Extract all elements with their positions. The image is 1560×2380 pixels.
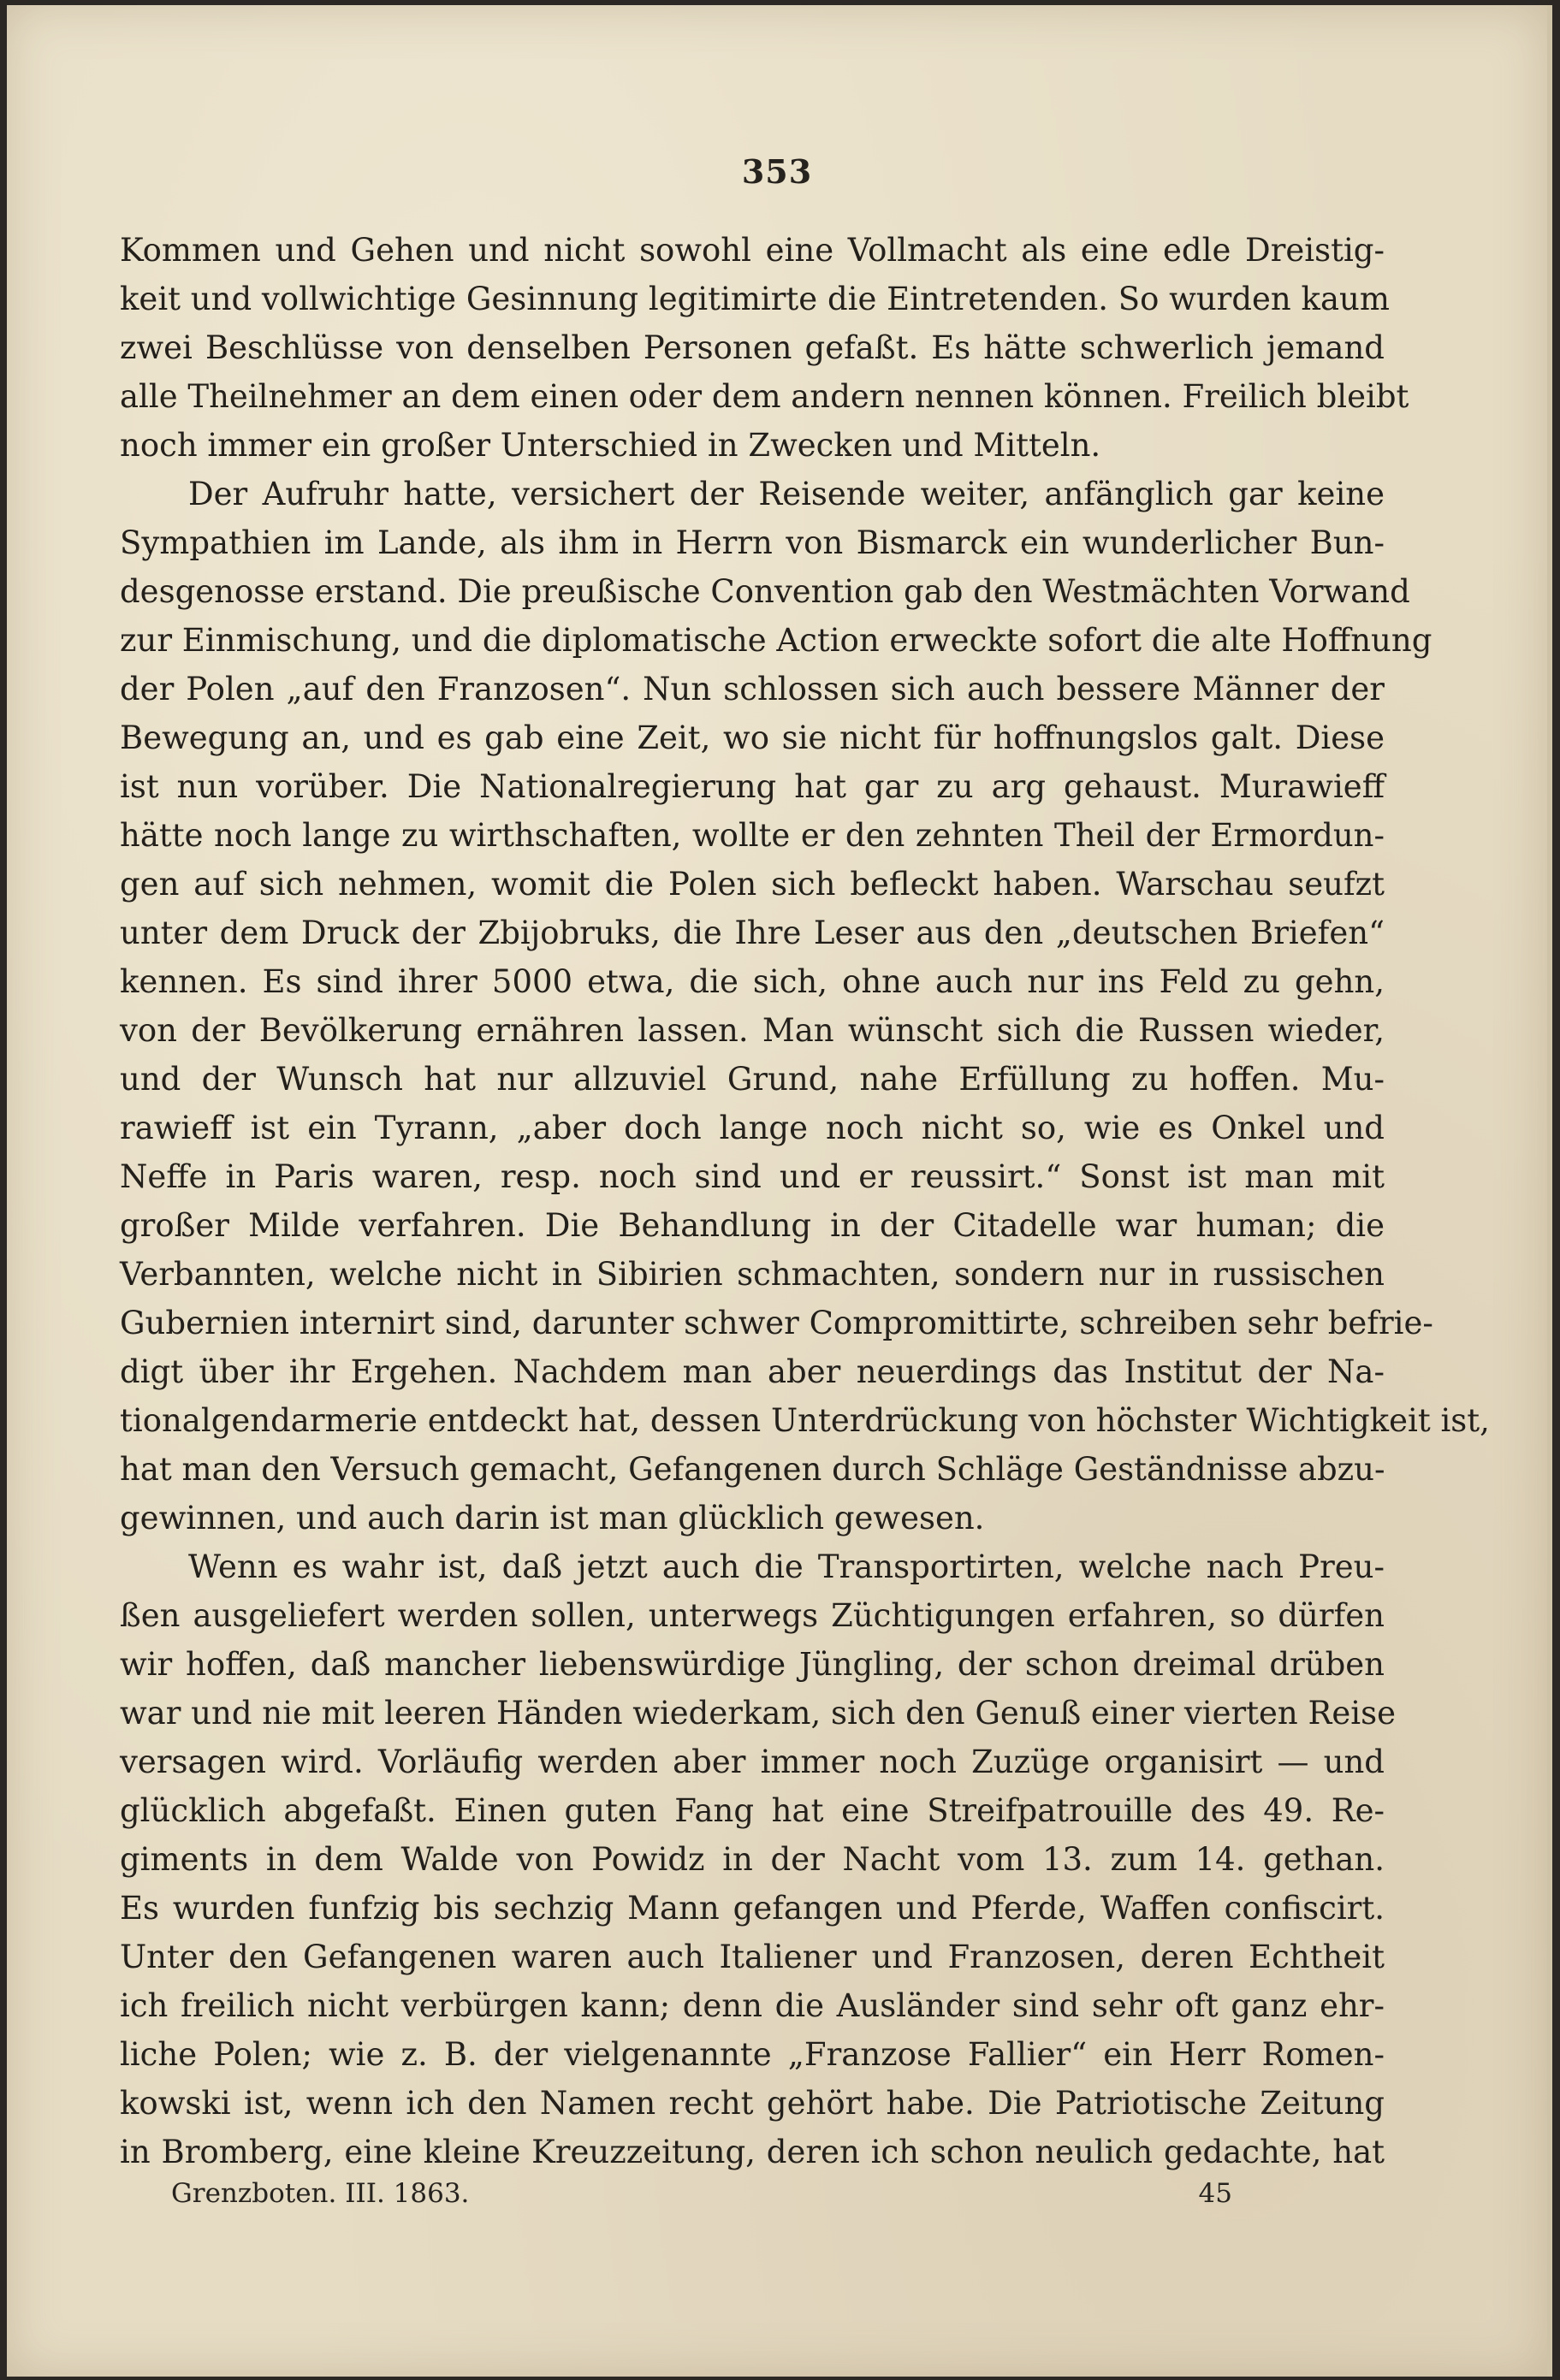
text-line: glücklich abgefaßt. Einen guten Fang hat eine Streifpatrouille des 49. Re- xyxy=(120,1792,1385,1829)
text-line: hätte noch lange zu wirthschaften, wollte er den zehnten Theil der Ermordun- xyxy=(120,817,1385,854)
text-line: gewinnen, und auch darin ist man glücklich gewesen. xyxy=(120,1500,985,1536)
footer-signature: Grenzboten. III. 1863. xyxy=(171,2178,470,2209)
text-line: in Bromberg, eine kleine Kreuzzeitung, deren ich schon neulich gedachte, hat xyxy=(120,2134,1385,2170)
text-line: versagen wird. Vorläufig werden aber immer noch Zuzüge organisirt — und xyxy=(120,1744,1385,1780)
text-line: Es wurden funfzig bis sechzig Mann gefangen und Pferde, Waffen confiscirt. xyxy=(120,1890,1385,1927)
page-footer xyxy=(171,2178,1232,2221)
text-line: ßen ausgeliefert werden sollen, unterwegs Züchtigungen erfahren, so dürfen xyxy=(120,1597,1385,1634)
text-line: giments in dem Walde von Powidz in der Nacht vom 13. zum 14. gethan. xyxy=(120,1841,1385,1878)
text-line: Sympathien im Lande, als ihm in Herrn von Bismarck ein wunderlicher Bun- xyxy=(120,524,1385,561)
text-line: Neffe in Paris waren, resp. noch sind und er reussirt.“ Sonst ist man mit xyxy=(120,1158,1385,1195)
text-line: war und nie mit leeren Händen wiederkam, sich den Genuß einer vierten Reise xyxy=(120,1695,1396,1732)
text-line: kowski ist, wenn ich den Namen recht gehört habe. Die Patriotische Zeitung xyxy=(120,2085,1385,2122)
text-line: desgenosse erstand. Die preußische Convention gab den Westmächten Vorwand xyxy=(120,573,1410,610)
text-line: Der Aufruhr hatte, versichert der Reisende weiter, anfänglich gar keine xyxy=(188,476,1385,512)
text-line: von der Bevölkerung ernähren lassen. Man wünscht sich die Russen wieder, xyxy=(120,1012,1385,1049)
text-line: keit und vollwichtige Gesinnung legitimirte die Eintretenden. So wurden kaum xyxy=(120,281,1390,317)
text-line: wir hoffen, daß mancher liebenswürdige Jüngling, der schon dreimal drüben xyxy=(120,1646,1385,1683)
text-line: Gubernien internirt sind, darunter schwer Compromittirte, schreiben sehr befrie- xyxy=(120,1305,1433,1341)
text-line: Kommen und Gehen und nicht sowohl eine Vollmacht als eine edle Dreistig- xyxy=(120,232,1385,269)
text-line: der Polen „auf den Franzosen“. Nun schlossen sich auch bessere Männer der xyxy=(120,671,1385,707)
text-line: tionalgendarmerie entdeckt hat, dessen Unterdrückung von höchster Wichtigkeit ist, xyxy=(120,1402,1490,1439)
text-line: kennen. Es sind ihrer 5000 etwa, die sich, ohne auch nur ins Feld zu gehn, xyxy=(120,963,1385,1000)
text-line: digt über ihr Ergehen. Nachdem man aber neuerdings das Institut der Na- xyxy=(120,1353,1385,1390)
text-line: zwei Beschlüsse von denselben Personen gefaßt. Es hätte schwerlich jemand xyxy=(120,329,1385,366)
text-line: unter dem Druck der Zbijobruks, die Ihre Leser aus den „deutschen Briefen“ xyxy=(120,915,1385,951)
text-line: Unter den Gefangenen waren auch Italiener und Franzosen, deren Echtheit xyxy=(120,1939,1385,1975)
text-line: und der Wunsch hat nur allzuviel Grund, nahe Erfüllung zu hoffen. Mu- xyxy=(120,1061,1385,1098)
footer-sheet-number: 45 xyxy=(1198,2178,1232,2209)
text-line: ich freilich nicht verbürgen kann; denn die Ausländer sind sehr oft ganz ehr- xyxy=(120,1987,1385,2024)
body-text xyxy=(120,226,1490,2176)
page-number: 353 xyxy=(741,152,813,191)
text-line: rawieff ist ein Tyrann, „aber doch lange noch nicht so, wie es Onkel und xyxy=(120,1110,1385,1146)
book-page xyxy=(7,5,1552,2377)
text-line: alle Theilnehmer an dem einen oder dem andern nennen können. Freilich bleibt xyxy=(120,378,1409,415)
text-line: zur Einmischung, und die diplomatische Action erweckte sofort die alte Hoffnung xyxy=(120,622,1432,659)
text-line: Wenn es wahr ist, daß jetzt auch die Transportirten, welche nach Preu- xyxy=(188,1548,1385,1585)
text-line: Verbannten, welche nicht in Sibirien schmachten, sondern nur in russischen xyxy=(120,1256,1385,1293)
text-line: liche Polen; wie z. B. der vielgenannte „Franzose Fallier“ ein Herr Romen- xyxy=(120,2036,1385,2073)
text-line: Bewegung an, und es gab eine Zeit, wo sie nicht für hoffnungslos galt. Diese xyxy=(120,719,1385,756)
text-line: ist nun vorüber. Die Nationalregierung hat gar zu arg gehaust. Murawieff xyxy=(120,768,1385,805)
text-line: hat man den Versuch gemacht, Gefangenen durch Schläge Geständnisse abzu- xyxy=(120,1451,1385,1488)
text-line: großer Milde verfahren. Die Behandlung in der Citadelle war human; die xyxy=(120,1207,1385,1244)
text-line: gen auf sich nehmen, womit die Polen sich befleckt haben. Warschau seufzt xyxy=(120,866,1385,903)
text-line: noch immer ein großer Unterschied in Zwecken und Mitteln. xyxy=(120,427,1101,464)
